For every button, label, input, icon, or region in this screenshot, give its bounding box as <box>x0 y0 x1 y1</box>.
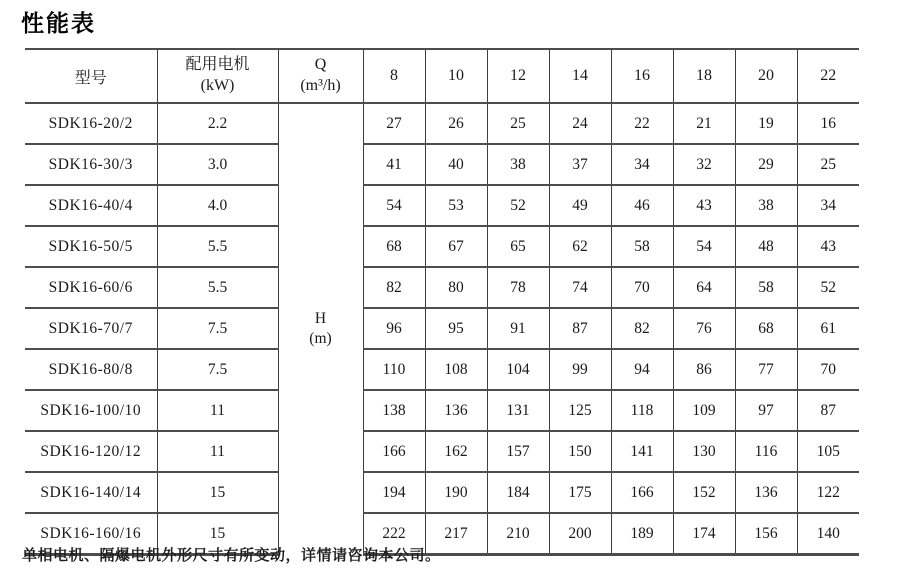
head-value-cell: 70 <box>611 267 673 308</box>
head-value-cell: 122 <box>797 472 859 513</box>
header-motor <box>157 49 278 103</box>
head-value-cell: 40 <box>425 144 487 185</box>
model-cell: SDK16-70/7 <box>25 308 157 349</box>
head-value-cell: 43 <box>673 185 735 226</box>
head-value-cell: 77 <box>735 349 797 390</box>
power-cell: 5.5 <box>157 226 278 267</box>
head-value-cell: 54 <box>673 226 735 267</box>
head-value-cell: 21 <box>673 103 735 144</box>
header-flow-value: 18 <box>673 49 735 103</box>
head-value-cell: 210 <box>487 513 549 555</box>
head-value-cell: 19 <box>735 103 797 144</box>
header-q-line2: (m³/h) <box>300 77 341 94</box>
head-value-cell: 99 <box>549 349 611 390</box>
head-value-cell: 96 <box>363 308 425 349</box>
head-value-cell: 130 <box>673 431 735 472</box>
power-cell: 3.0 <box>157 144 278 185</box>
model-cell: SDK16-40/4 <box>25 185 157 226</box>
h-label-line1: H <box>314 310 327 328</box>
model-cell: SDK16-20/2 <box>25 103 157 144</box>
head-value-cell: 27 <box>363 103 425 144</box>
head-value-cell: 41 <box>363 144 425 185</box>
model-cell: SDK16-60/6 <box>25 267 157 308</box>
power-cell: 7.5 <box>157 308 278 349</box>
table-row <box>25 185 859 226</box>
table-row <box>25 226 859 267</box>
table-header-row <box>25 49 859 103</box>
head-value-cell: 166 <box>363 431 425 472</box>
head-value-cell: 189 <box>611 513 673 555</box>
head-value-cell: 141 <box>611 431 673 472</box>
header-motor-line1: 配用电机 <box>185 56 250 74</box>
header-flow-value: 16 <box>611 49 673 103</box>
head-value-cell: 34 <box>611 144 673 185</box>
table-row <box>25 472 859 513</box>
head-value-cell: 138 <box>363 390 425 431</box>
head-value-cell: 87 <box>797 390 859 431</box>
head-value-cell: 95 <box>425 308 487 349</box>
head-value-cell: 86 <box>673 349 735 390</box>
head-value-cell: 108 <box>425 349 487 390</box>
head-value-cell: 52 <box>487 185 549 226</box>
head-value-cell: 25 <box>797 144 859 185</box>
model-cell: SDK16-50/5 <box>25 226 157 267</box>
head-value-cell: 67 <box>425 226 487 267</box>
model-cell: SDK16-100/10 <box>25 390 157 431</box>
head-unit-cell <box>278 103 363 555</box>
head-value-cell: 22 <box>611 103 673 144</box>
head-value-cell: 43 <box>797 226 859 267</box>
head-value-cell: 131 <box>487 390 549 431</box>
head-value-cell: 25 <box>487 103 549 144</box>
table-row <box>25 390 859 431</box>
head-value-cell: 54 <box>363 185 425 226</box>
head-value-cell: 162 <box>425 431 487 472</box>
table-row <box>25 308 859 349</box>
head-value-cell: 34 <box>797 185 859 226</box>
head-value-cell: 166 <box>611 472 673 513</box>
head-value-cell: 76 <box>673 308 735 349</box>
head-value-cell: 174 <box>673 513 735 555</box>
head-value-cell: 52 <box>797 267 859 308</box>
head-value-cell: 91 <box>487 308 549 349</box>
head-value-cell: 58 <box>735 267 797 308</box>
header-flow-value: 22 <box>797 49 859 103</box>
performance-table <box>25 48 859 556</box>
head-value-cell: 217 <box>425 513 487 555</box>
power-cell: 11 <box>157 390 278 431</box>
head-value-cell: 65 <box>487 226 549 267</box>
page-title: 性能表 <box>21 10 96 36</box>
head-value-cell: 24 <box>549 103 611 144</box>
head-value-cell: 109 <box>673 390 735 431</box>
header-flow-value: 10 <box>425 49 487 103</box>
head-value-cell: 26 <box>425 103 487 144</box>
head-value-cell: 58 <box>611 226 673 267</box>
power-cell: 5.5 <box>157 267 278 308</box>
table-row <box>25 103 859 144</box>
header-motor-line2: (kW) <box>200 77 235 94</box>
header-flow-value: 8 <box>363 49 425 103</box>
model-cell: SDK16-140/14 <box>25 472 157 513</box>
head-value-cell: 156 <box>735 513 797 555</box>
header-flow-value: 20 <box>735 49 797 103</box>
head-value-cell: 29 <box>735 144 797 185</box>
head-value-cell: 136 <box>425 390 487 431</box>
head-value-cell: 74 <box>549 267 611 308</box>
head-value-cell: 49 <box>549 185 611 226</box>
head-value-cell: 38 <box>487 144 549 185</box>
power-cell: 4.0 <box>157 185 278 226</box>
model-cell: SDK16-30/3 <box>25 144 157 185</box>
head-value-cell: 140 <box>797 513 859 555</box>
head-value-cell: 38 <box>735 185 797 226</box>
head-value-cell: 104 <box>487 349 549 390</box>
table-row <box>25 144 859 185</box>
header-flow-value: 14 <box>549 49 611 103</box>
head-value-cell: 78 <box>487 267 549 308</box>
header-model: 型号 <box>25 49 157 103</box>
head-value-cell: 82 <box>611 308 673 349</box>
head-value-cell: 97 <box>735 390 797 431</box>
head-value-cell: 190 <box>425 472 487 513</box>
head-value-cell: 222 <box>363 513 425 555</box>
head-value-cell: 16 <box>797 103 859 144</box>
power-cell: 15 <box>157 472 278 513</box>
power-cell: 15 <box>157 513 278 555</box>
head-value-cell: 48 <box>735 226 797 267</box>
power-cell: 2.2 <box>157 103 278 144</box>
model-cell: SDK16-120/12 <box>25 431 157 472</box>
footer-note: 单相电机、隔爆电机外形尺寸有所变动，详情请咨询本公司。 <box>22 547 441 564</box>
head-value-cell: 136 <box>735 472 797 513</box>
head-value-cell: 68 <box>735 308 797 349</box>
h-label-line2: (m) <box>309 330 332 348</box>
model-cell: SDK16-80/8 <box>25 349 157 390</box>
header-flow-value: 12 <box>487 49 549 103</box>
head-value-cell: 46 <box>611 185 673 226</box>
head-value-cell: 150 <box>549 431 611 472</box>
head-value-cell: 184 <box>487 472 549 513</box>
head-value-cell: 194 <box>363 472 425 513</box>
model-cell: SDK16-160/16 <box>25 513 157 555</box>
head-value-cell: 62 <box>549 226 611 267</box>
head-value-cell: 157 <box>487 431 549 472</box>
table-row <box>25 267 859 308</box>
head-value-cell: 118 <box>611 390 673 431</box>
head-value-cell: 110 <box>363 349 425 390</box>
head-value-cell: 80 <box>425 267 487 308</box>
head-value-cell: 125 <box>549 390 611 431</box>
table-row <box>25 349 859 390</box>
head-value-cell: 94 <box>611 349 673 390</box>
table-row <box>25 431 859 472</box>
head-value-cell: 70 <box>797 349 859 390</box>
head-value-cell: 152 <box>673 472 735 513</box>
head-value-cell: 116 <box>735 431 797 472</box>
power-cell: 7.5 <box>157 349 278 390</box>
head-value-cell: 32 <box>673 144 735 185</box>
head-value-cell: 64 <box>673 267 735 308</box>
header-q-line1: Q <box>314 56 327 74</box>
head-value-cell: 105 <box>797 431 859 472</box>
head-value-cell: 87 <box>549 308 611 349</box>
head-value-cell: 61 <box>797 308 859 349</box>
head-value-cell: 68 <box>363 226 425 267</box>
head-value-cell: 175 <box>549 472 611 513</box>
header-flow-q <box>278 49 363 103</box>
head-value-cell: 37 <box>549 144 611 185</box>
power-cell: 11 <box>157 431 278 472</box>
head-value-cell: 82 <box>363 267 425 308</box>
head-value-cell: 200 <box>549 513 611 555</box>
head-value-cell: 53 <box>425 185 487 226</box>
